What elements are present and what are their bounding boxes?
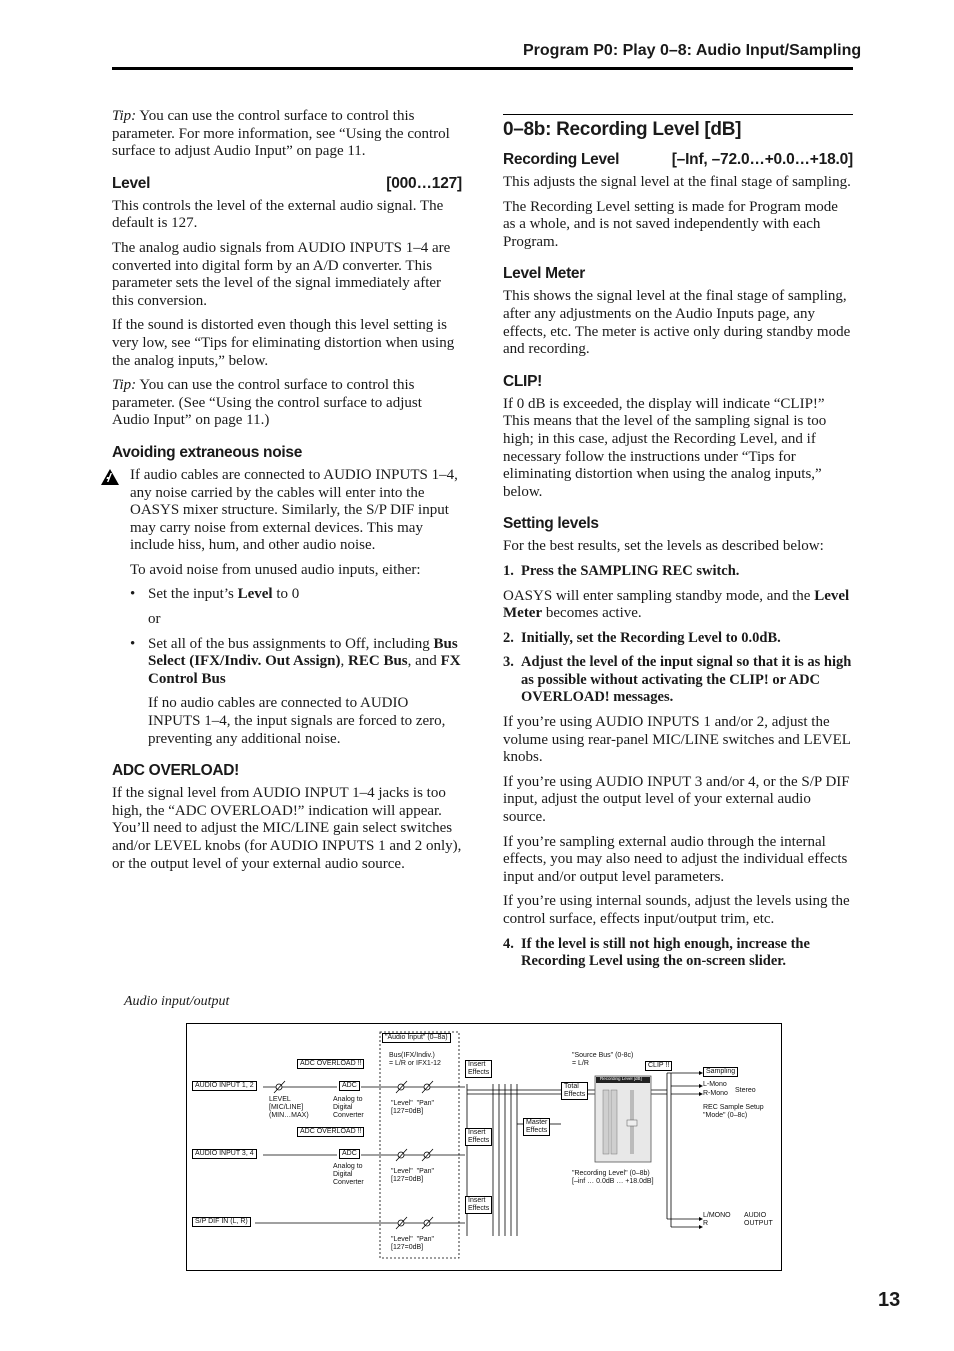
l-mono-r-label: L/MONO R: [703, 1212, 731, 1227]
audio-input-tab: "Audio Input" (0–8a): [382, 1033, 451, 1043]
section-title: 0–8b: Recording Level [dB]: [503, 119, 742, 140]
insert-effects-box: Insert Effects: [465, 1196, 492, 1214]
step-3-detail: If you’re using AUDIO INPUTS 1 and/or 2, adjust the volume using rear-panel MIC/LINE switches and LEVEL knobs.: [503, 714, 851, 766]
tip-label: Tip:: [112, 377, 137, 394]
tip-paragraph: [112, 108, 462, 161]
figure-caption: Audio input/output: [124, 994, 230, 1009]
header-rule: [112, 67, 853, 70]
param-name: Recording Level: [503, 151, 620, 168]
adc-overload-label: ADC OVERLOAD !!: [297, 1059, 364, 1069]
noise-heading: Avoiding extraneous noise: [112, 443, 303, 461]
param-range: [000…127]: [386, 174, 462, 192]
audio-io-diagram: [186, 1023, 782, 1271]
rec-level-description: This adjusts the signal level at the final stage of sampling.: [503, 174, 851, 190]
level-description: This controls the level of the external audio signal. The default is 127.: [112, 197, 444, 232]
warning-block: [112, 467, 462, 748]
level-conversion-text: The analog audio signals from AUDIO INPUTS 1–4 are converted into digital form by an A/D converter. This parameter sets the level of the signal immediately after this conversion.: [112, 239, 451, 309]
insert-effects-box: Insert Effects: [465, 1128, 492, 1146]
total-effects-box: Total Effects: [561, 1082, 588, 1100]
param-name: Level: [112, 174, 151, 192]
step-1-detail: OASYS will enter sampling standby mode, and the Level Meter becomes active.: [503, 587, 850, 622]
page-number: 13: [878, 1289, 901, 1311]
clip-heading: CLIP!: [503, 372, 542, 390]
or-text: or: [148, 611, 161, 628]
bullet-list: [130, 586, 462, 604]
adc-text: If the signal level from AUDIO INPUT 1–4 jacks is too high, the “ADC OVERLOAD!” indication will appear. You’ll need to adjust the MIC/LINE gain select switches and/or LEVEL knobs (for AUDIO INPUTS 1 and 2 only), or the output level of your external audio source.: [112, 785, 462, 872]
meter-heading: Level Meter: [503, 265, 585, 283]
level-pan-label: "Level" "Pan" [127=0dB]: [391, 1100, 435, 1115]
level-mic-line-label: LEVEL [MIC/LINE] (MIN…MAX): [269, 1096, 309, 1119]
sampling-box: Sampling: [703, 1067, 738, 1077]
noise-warning-text: If audio cables are connected to AUDIO INPUTS 1–4, any noise carried by the cables will enter into the OASYS mixer structure. Similarly, the S/P DIF input may carry noise from external devices. This may include hiss, hum, and other audio noise.: [130, 466, 458, 554]
audio-input-3-4: AUDIO INPUT 3, 4: [192, 1149, 257, 1159]
adc-box: ADC: [339, 1149, 360, 1159]
rec-sample-setup-label: REC Sample Setup "Mode" (0–8c): [703, 1104, 764, 1119]
right-column: [503, 108, 853, 978]
adc-box: ADC: [339, 1081, 360, 1091]
screen-title: Recording Level [dB]: [600, 1076, 642, 1081]
step-3-detail: If you’re using internal sounds, adjust the levels using the control surface, effects input/output trim, etc.: [503, 893, 850, 927]
level-pan-label: "Level" "Pan" [127=0dB]: [391, 1168, 435, 1183]
rec-level-param-heading: [503, 151, 853, 169]
noise-end-text: If no audio cables are connected to AUDIO INPUTS 1–4, the input signals are forced to zero, preventing any additional noise.: [148, 695, 446, 747]
level-pan-label: "Level" "Pan" [127=0dB]: [391, 1236, 435, 1251]
warning-icon: [100, 468, 120, 486]
clip-text: If 0 dB is exceeded, the display will indicate “CLIP!” This means that the level of the sampling signal is too high; in this case, adjust the Recording Level, and if necessary follow the instructions under “Tips for eliminating distortion when using the analog inputs,” below.: [503, 395, 827, 500]
step-3-detail: If you’re using AUDIO INPUT 3 and/or 4, or the S/P DIF input, adjust the output level of your external audio source.: [503, 773, 850, 826]
tip-text: You can use the control surface to control this parameter. For more information, see “Using the control surface to adjust Audio Input” on page 11.: [112, 108, 450, 160]
adc-heading: ADC OVERLOAD!: [112, 762, 239, 780]
step-1: 1. Press the SAMPLING REC switch.: [503, 562, 740, 579]
clip-indicator: CLIP !!: [645, 1061, 672, 1071]
list-item: • Set all of the bus assignments to Off, including Bus Select (IFX/Indiv. Out Assign), REC Bus, and FX Control Bus: [130, 636, 462, 689]
recording-level-label: "Recording Level" (0–8b) [–inf … 0.0dB … +18.0dB]: [572, 1170, 654, 1185]
setting-heading: Setting levels: [503, 515, 599, 533]
left-column: [112, 108, 462, 880]
param-range: [–Inf, –72.0…+0.0…+18.0]: [671, 151, 853, 168]
tip-label: Tip:: [112, 108, 137, 124]
adc-description: Analog to Digital Converter: [333, 1163, 364, 1186]
step-3-detail: If you’re sampling external audio through the internal effects, you may also need to adjust the individual effects input and/or output level parameters.: [503, 833, 848, 885]
l-mono-label: L-Mono: [703, 1081, 727, 1088]
spdif-input: S/P DIF IN (L, R): [192, 1217, 251, 1227]
r-mono-label: R-Mono: [703, 1090, 728, 1097]
adc-description: Analog to Digital Converter: [333, 1096, 364, 1119]
level-param-heading: [112, 175, 462, 193]
source-bus-label: "Source Bus" (0-8c) = L/R: [572, 1052, 634, 1067]
page-header: Program P0: Play 0–8: Audio Input/Sampling: [523, 42, 862, 59]
section-rule: [503, 114, 853, 115]
audio-input-1-2: AUDIO INPUT 1, 2: [192, 1081, 257, 1091]
level-distortion-text: If the sound is distorted even though this level setting is very low, see “Tips for eliminating distortion when using the analog inputs,” below.: [112, 317, 455, 369]
list-item: • Set the input’s Level to 0: [130, 586, 462, 604]
setting-intro: For the best results, set the levels as described below:: [503, 538, 824, 555]
step-2: 2. Initially, set the Recording Level to 0.0dB.: [503, 629, 781, 646]
audio-output-label: AUDIO OUTPUT: [744, 1212, 773, 1227]
insert-effects-box: Insert Effects: [465, 1060, 492, 1078]
step-3: 3. Adjust the level of the input signal so that it is as high as possible without activating the CLIP! or ADC OVERLOAD! messages.: [503, 654, 852, 706]
noise-avoid-text: To avoid noise from unused audio inputs, either:: [130, 561, 421, 578]
meter-text: This shows the signal level at the final stage of sampling, after any adjustments on the Audio Inputs page, any effects, etc. The meter is active only during standby mode and recording.: [503, 288, 851, 358]
master-effects-box: Master Effects: [523, 1118, 550, 1136]
tip-text: You can use the control surface to control this parameter. (See “Using the control surface to adjust Audio Input” on page 11.): [112, 377, 422, 429]
adc-overload-label: ADC OVERLOAD !!: [297, 1127, 364, 1137]
tip-paragraph: [112, 377, 462, 430]
bullet-list: [130, 636, 462, 689]
stereo-label: Stereo: [735, 1087, 756, 1094]
bus-label: Bus(IFX/Indiv.) = L/R or IFX1-12: [389, 1052, 441, 1067]
step-4: 4. If the level is still not high enough, increase the Recording Level using the on-screen slider.: [503, 935, 810, 970]
rec-level-note: The Recording Level setting is made for Program mode as a whole, and is not saved independently with each Program.: [503, 198, 838, 250]
